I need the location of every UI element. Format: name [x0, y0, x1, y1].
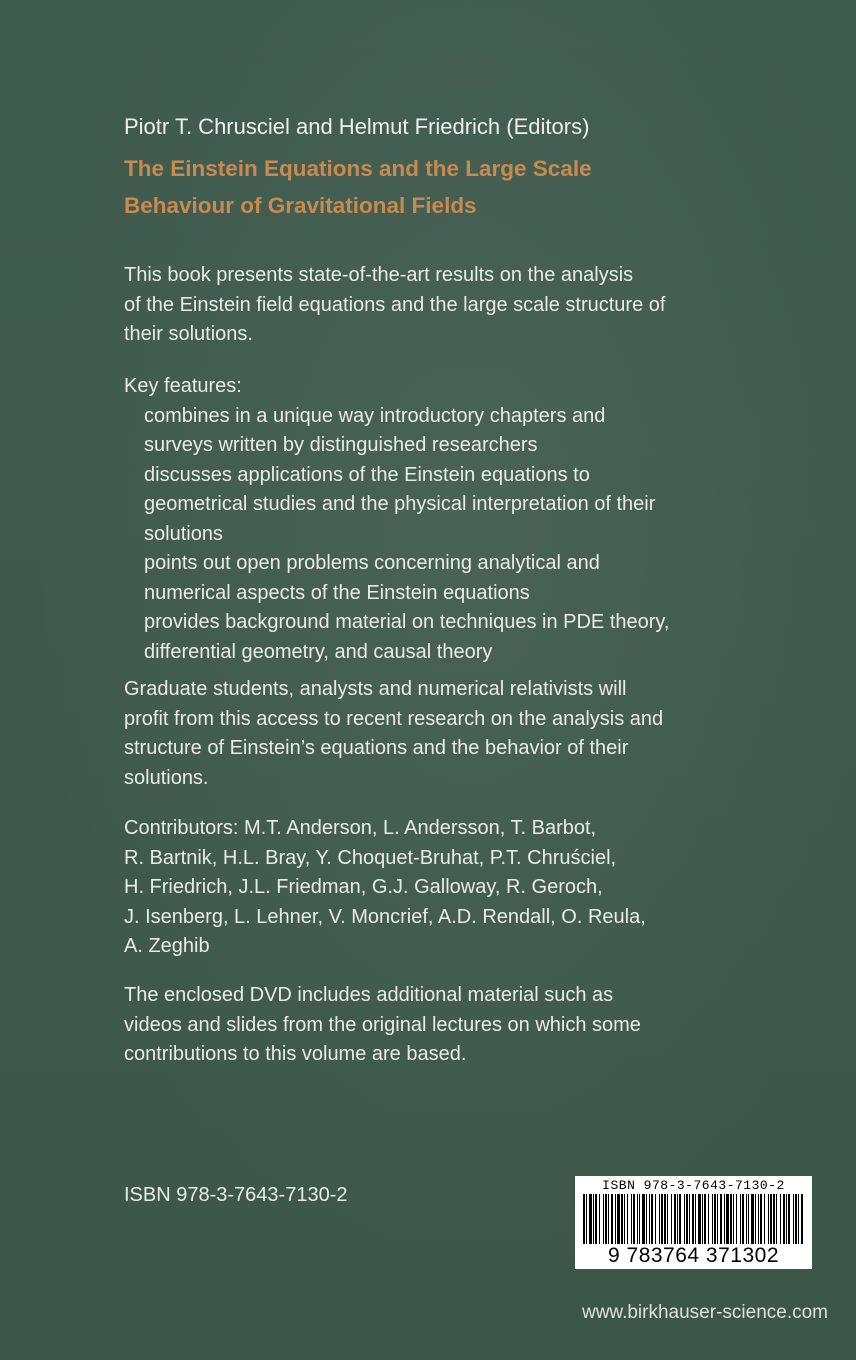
barcode-bar [801, 1194, 803, 1244]
audience-line: Graduate students, analysts and numerical relativists will [124, 678, 627, 700]
barcode-digits: 9 783764 371302 [608, 1244, 779, 1267]
barcode-bar [639, 1194, 640, 1244]
barcode-bar [760, 1194, 762, 1244]
barcode-bar [664, 1194, 666, 1244]
book-title-line-1: The Einstein Equations and the Large Scale [124, 156, 592, 181]
feature-item [144, 402, 744, 461]
contributors-paragraph [124, 814, 744, 962]
barcode-bar [603, 1194, 604, 1244]
dvd-line: The enclosed DVD includes additional material such as [124, 984, 614, 1006]
barcode-bar [793, 1194, 794, 1244]
barcode-bar [786, 1194, 787, 1244]
barcode-bar [677, 1194, 678, 1244]
description-line: This book presents state-of-the-art results on the analysis [124, 264, 634, 286]
feature-line: combines in a unique way introductory chapters and [144, 404, 606, 427]
barcode-bar [695, 1194, 696, 1244]
barcode-bar [746, 1194, 747, 1244]
barcode-bar [776, 1194, 777, 1244]
barcode-bar [748, 1194, 749, 1244]
isbn-barcode [575, 1176, 812, 1269]
key-features-list [124, 402, 744, 668]
barcode-bar [599, 1194, 600, 1244]
audience-line: solutions. [124, 766, 209, 789]
barcode-bar [798, 1194, 799, 1244]
barcode-bar [615, 1194, 616, 1244]
dvd-line: videos and slides from the original lectures on which some [124, 1013, 641, 1036]
barcode-bar [631, 1194, 632, 1244]
barcode-bar [724, 1194, 725, 1244]
description-paragraph [124, 261, 744, 350]
feature-line: solutions [144, 522, 223, 545]
barcode-bar [717, 1194, 718, 1244]
barcode-bar [651, 1194, 653, 1244]
barcode-bar [708, 1194, 709, 1244]
feature-line: provides background material on techniques in PDE theory, [144, 611, 670, 633]
isbn-number: ISBN 978-3-7643-7130-2 [124, 1184, 348, 1206]
barcode-bar [586, 1194, 587, 1244]
book-title-line-2: Behaviour of Gravitational Fields [124, 193, 477, 218]
barcode-bar [627, 1194, 628, 1244]
barcode-bar [755, 1194, 756, 1244]
barcode-bar [702, 1194, 703, 1244]
barcode-bar [692, 1194, 694, 1244]
barcode-bar [583, 1194, 585, 1244]
barcode-bar [730, 1194, 732, 1244]
barcode-bar [679, 1194, 681, 1244]
barcode-bar [720, 1194, 722, 1244]
feature-item [144, 461, 744, 550]
barcode-bar [788, 1194, 790, 1244]
barcode-bar [686, 1194, 688, 1244]
barcode-bar [712, 1194, 713, 1244]
barcode-bar [589, 1194, 592, 1244]
barcode-bar [642, 1194, 645, 1244]
barcode-bar [605, 1194, 607, 1244]
barcode-bar [698, 1194, 701, 1244]
barcode-bar [704, 1194, 706, 1244]
contributors-line: R. Bartnik, H.L. Bray, Y. Choquet-Bruhat, P.T. Chruściel, [124, 846, 617, 869]
barcode-bar [621, 1194, 623, 1244]
barcode-bar [726, 1194, 729, 1244]
audience-line: structure of Einstein’s equations and the behavior of their [124, 737, 629, 759]
audience-paragraph [124, 675, 744, 793]
barcode-bar [611, 1194, 613, 1244]
contributors-line: Contributors: M.T. Anderson, L. Andersson, T. Barbot, [124, 817, 597, 839]
audience-line: profit from this access to recent research on the analysis and [124, 707, 664, 730]
feature-line: numerical aspects of the Einstein equations [144, 581, 530, 604]
barcode-bar [646, 1194, 647, 1244]
barcode-bar [659, 1194, 660, 1244]
feature-item [144, 549, 744, 608]
barcode-bar [795, 1194, 797, 1244]
barcode-bar [667, 1194, 668, 1244]
contributors-line: J. Isenberg, L. Lehner, V. Moncrief, A.D. Rendall, O. Reula, [124, 905, 646, 928]
barcode-bar [671, 1194, 672, 1244]
key-features-heading: Key features: [124, 375, 242, 397]
barcode-bar [758, 1194, 759, 1244]
barcode-bar [633, 1194, 635, 1244]
barcode-bar [780, 1194, 781, 1244]
barcode-isbn-label: ISBN 978-3-7643-7130-2 [602, 1178, 785, 1193]
barcode-bar [783, 1194, 785, 1244]
barcode-bar [714, 1194, 716, 1244]
barcode-bar [736, 1194, 737, 1244]
book-title [124, 150, 764, 224]
feature-line: surveys written by distinguished researchers [144, 434, 538, 456]
barcode-bar [593, 1194, 594, 1244]
barcode-bar [624, 1194, 625, 1244]
barcode-bar [617, 1194, 620, 1244]
barcode-bar [595, 1194, 597, 1244]
feature-line: differential geometry, and causal theory [144, 640, 493, 663]
barcode-bar [649, 1194, 650, 1244]
contributors-line: A. Zeghib [124, 935, 210, 957]
barcode-bar [674, 1194, 676, 1244]
barcode-bar [689, 1194, 690, 1244]
publisher-website: www.birkhauser-science.com [581, 1302, 828, 1323]
barcode-bar [684, 1194, 685, 1244]
description-line: their solutions. [124, 323, 253, 345]
barcode-bar [733, 1194, 734, 1244]
dvd-paragraph [124, 981, 744, 1070]
editors-line: Piotr T. Chrusciel and Helmut Friedrich (Editors) [124, 114, 590, 139]
barcode-bar [661, 1194, 663, 1244]
barcode-bar [637, 1194, 638, 1244]
feature-line: geometrical studies and the physical interpretation of their [144, 493, 656, 515]
barcode-bar [770, 1194, 772, 1244]
contributors-line: H. Friedrich, J.L. Friedman, G.J. Galloway, R. Geroch, [124, 876, 603, 898]
barcode-bar [773, 1194, 775, 1244]
barcode-bar [764, 1194, 765, 1244]
barcode-bar [608, 1194, 609, 1244]
barcode-bar [768, 1194, 769, 1244]
barcode-bar [751, 1194, 754, 1244]
feature-line: discusses applications of the Einstein equations to [144, 463, 590, 486]
feature-item [144, 608, 744, 667]
barcode-bar [655, 1194, 656, 1244]
key-features [124, 372, 744, 667]
description-line: of the Einstein field equations and the large scale structure of [124, 293, 666, 316]
barcode-bar [740, 1194, 741, 1244]
dvd-line: contributions to this volume are based. [124, 1043, 467, 1065]
barcode-bar [742, 1194, 744, 1244]
feature-line: points out open problems concerning analytical and [144, 552, 600, 574]
